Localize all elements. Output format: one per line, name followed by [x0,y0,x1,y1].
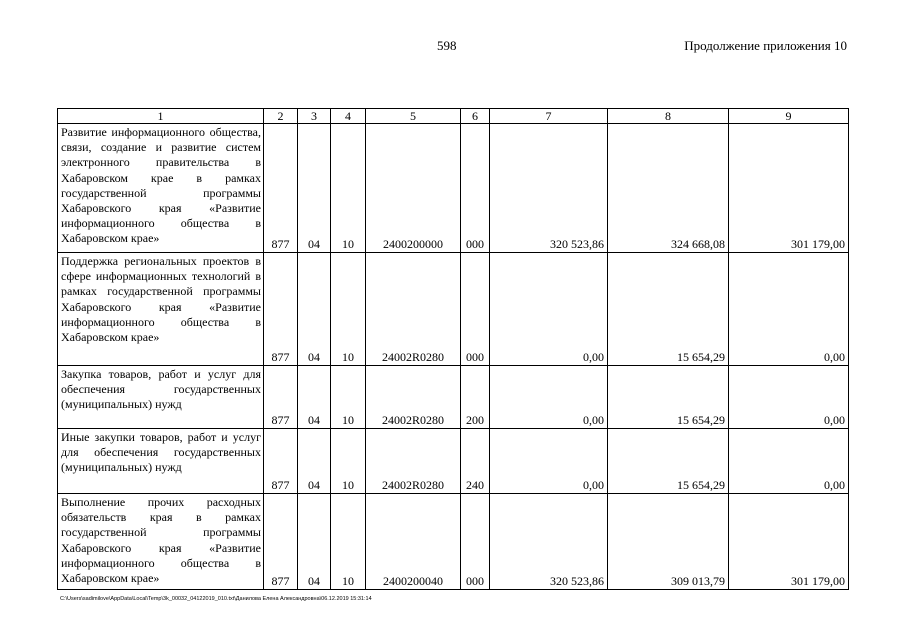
column-number: 6 [461,109,490,124]
expense-type-code: 000 [461,494,490,590]
target-article-code: 2400200040 [366,494,461,590]
expense-name [58,494,264,590]
ministry-code: 877 [264,429,298,494]
expense-name-text: Иные закупки товаров, работ и услуг для обеспечения государственных (муниципальных) нужд [61,430,261,475]
table-row [58,494,849,590]
expense-name [58,253,264,366]
column-number: 5 [366,109,461,124]
continuation-caption: Продолжение приложения 10 [684,38,847,53]
column-number: 3 [298,109,331,124]
subsection-code: 10 [331,366,366,429]
amount-col-9: 0,00 [729,253,849,366]
footer-file-path: C:\Users\sadimilove\AppData\Local\Temp\3k_00032_04122019_010.txt\Данилова Елена Александровна\06.12.2019 15:31:14 [60,596,372,602]
expense-name-text: Закупка товаров, работ и услуг для обеспечения государственных (муниципальных) нужд [61,367,261,412]
expense-type-code: 000 [461,253,490,366]
amount-col-8: 324 668,08 [608,124,729,253]
column-number: 8 [608,109,729,124]
amount-col-7: 0,00 [490,253,608,366]
expense-name [58,366,264,429]
amount-col-8: 15 654,29 [608,253,729,366]
column-number: 9 [729,109,849,124]
section-code: 04 [298,124,331,253]
expense-name [58,429,264,494]
section-code: 04 [298,429,331,494]
amount-col-8: 15 654,29 [608,429,729,494]
column-number-row [58,109,849,124]
table-row [58,429,849,494]
expense-type-code: 240 [461,429,490,494]
expense-name-text: Поддержка региональных проектов в сфере информационных технологий в рамках государственной программы Хабаровского края «Развитие информационного общества в Хабаровском крае» [61,254,261,345]
table-row [58,124,849,253]
ministry-code: 877 [264,366,298,429]
subsection-code: 10 [331,253,366,366]
amount-col-8: 15 654,29 [608,366,729,429]
column-number: 7 [490,109,608,124]
subsection-code: 10 [331,124,366,253]
amount-col-7: 0,00 [490,366,608,429]
target-article-code: 24002R0280 [366,429,461,494]
table-row [58,366,849,429]
column-number: 1 [58,109,264,124]
target-article-code: 24002R0280 [366,366,461,429]
ministry-code: 877 [264,494,298,590]
budget-table [57,108,849,590]
amount-col-9: 301 179,00 [729,124,849,253]
expense-name [58,124,264,253]
subsection-code: 10 [331,494,366,590]
amount-col-9: 301 179,00 [729,494,849,590]
ministry-code: 877 [264,124,298,253]
amount-col-7: 320 523,86 [490,124,608,253]
amount-col-9: 0,00 [729,429,849,494]
amount-col-9: 0,00 [729,366,849,429]
expense-type-code: 000 [461,124,490,253]
subsection-code: 10 [331,429,366,494]
expense-name-text: Развитие информационного общества, связи, создание и развитие систем электронного правительства в Хабаровском крае в рамках государственной программы Хабаровского края «Развитие информационного общества в Хабаровском крае» [61,125,261,246]
target-article-code: 24002R0280 [366,253,461,366]
page-number: 598 [437,38,457,53]
section-code: 04 [298,494,331,590]
section-code: 04 [298,366,331,429]
ministry-code: 877 [264,253,298,366]
expense-type-code: 200 [461,366,490,429]
amount-col-8: 309 013,79 [608,494,729,590]
table-row [58,253,849,366]
column-number: 4 [331,109,366,124]
column-number: 2 [264,109,298,124]
target-article-code: 2400200000 [366,124,461,253]
amount-col-7: 0,00 [490,429,608,494]
expense-name-text: Выполнение прочих расходных обязательств края в рамках государственной программы Хабаровского края «Развитие информационного общества в Хабаровском крае» [61,495,261,586]
amount-col-7: 320 523,86 [490,494,608,590]
section-code: 04 [298,253,331,366]
